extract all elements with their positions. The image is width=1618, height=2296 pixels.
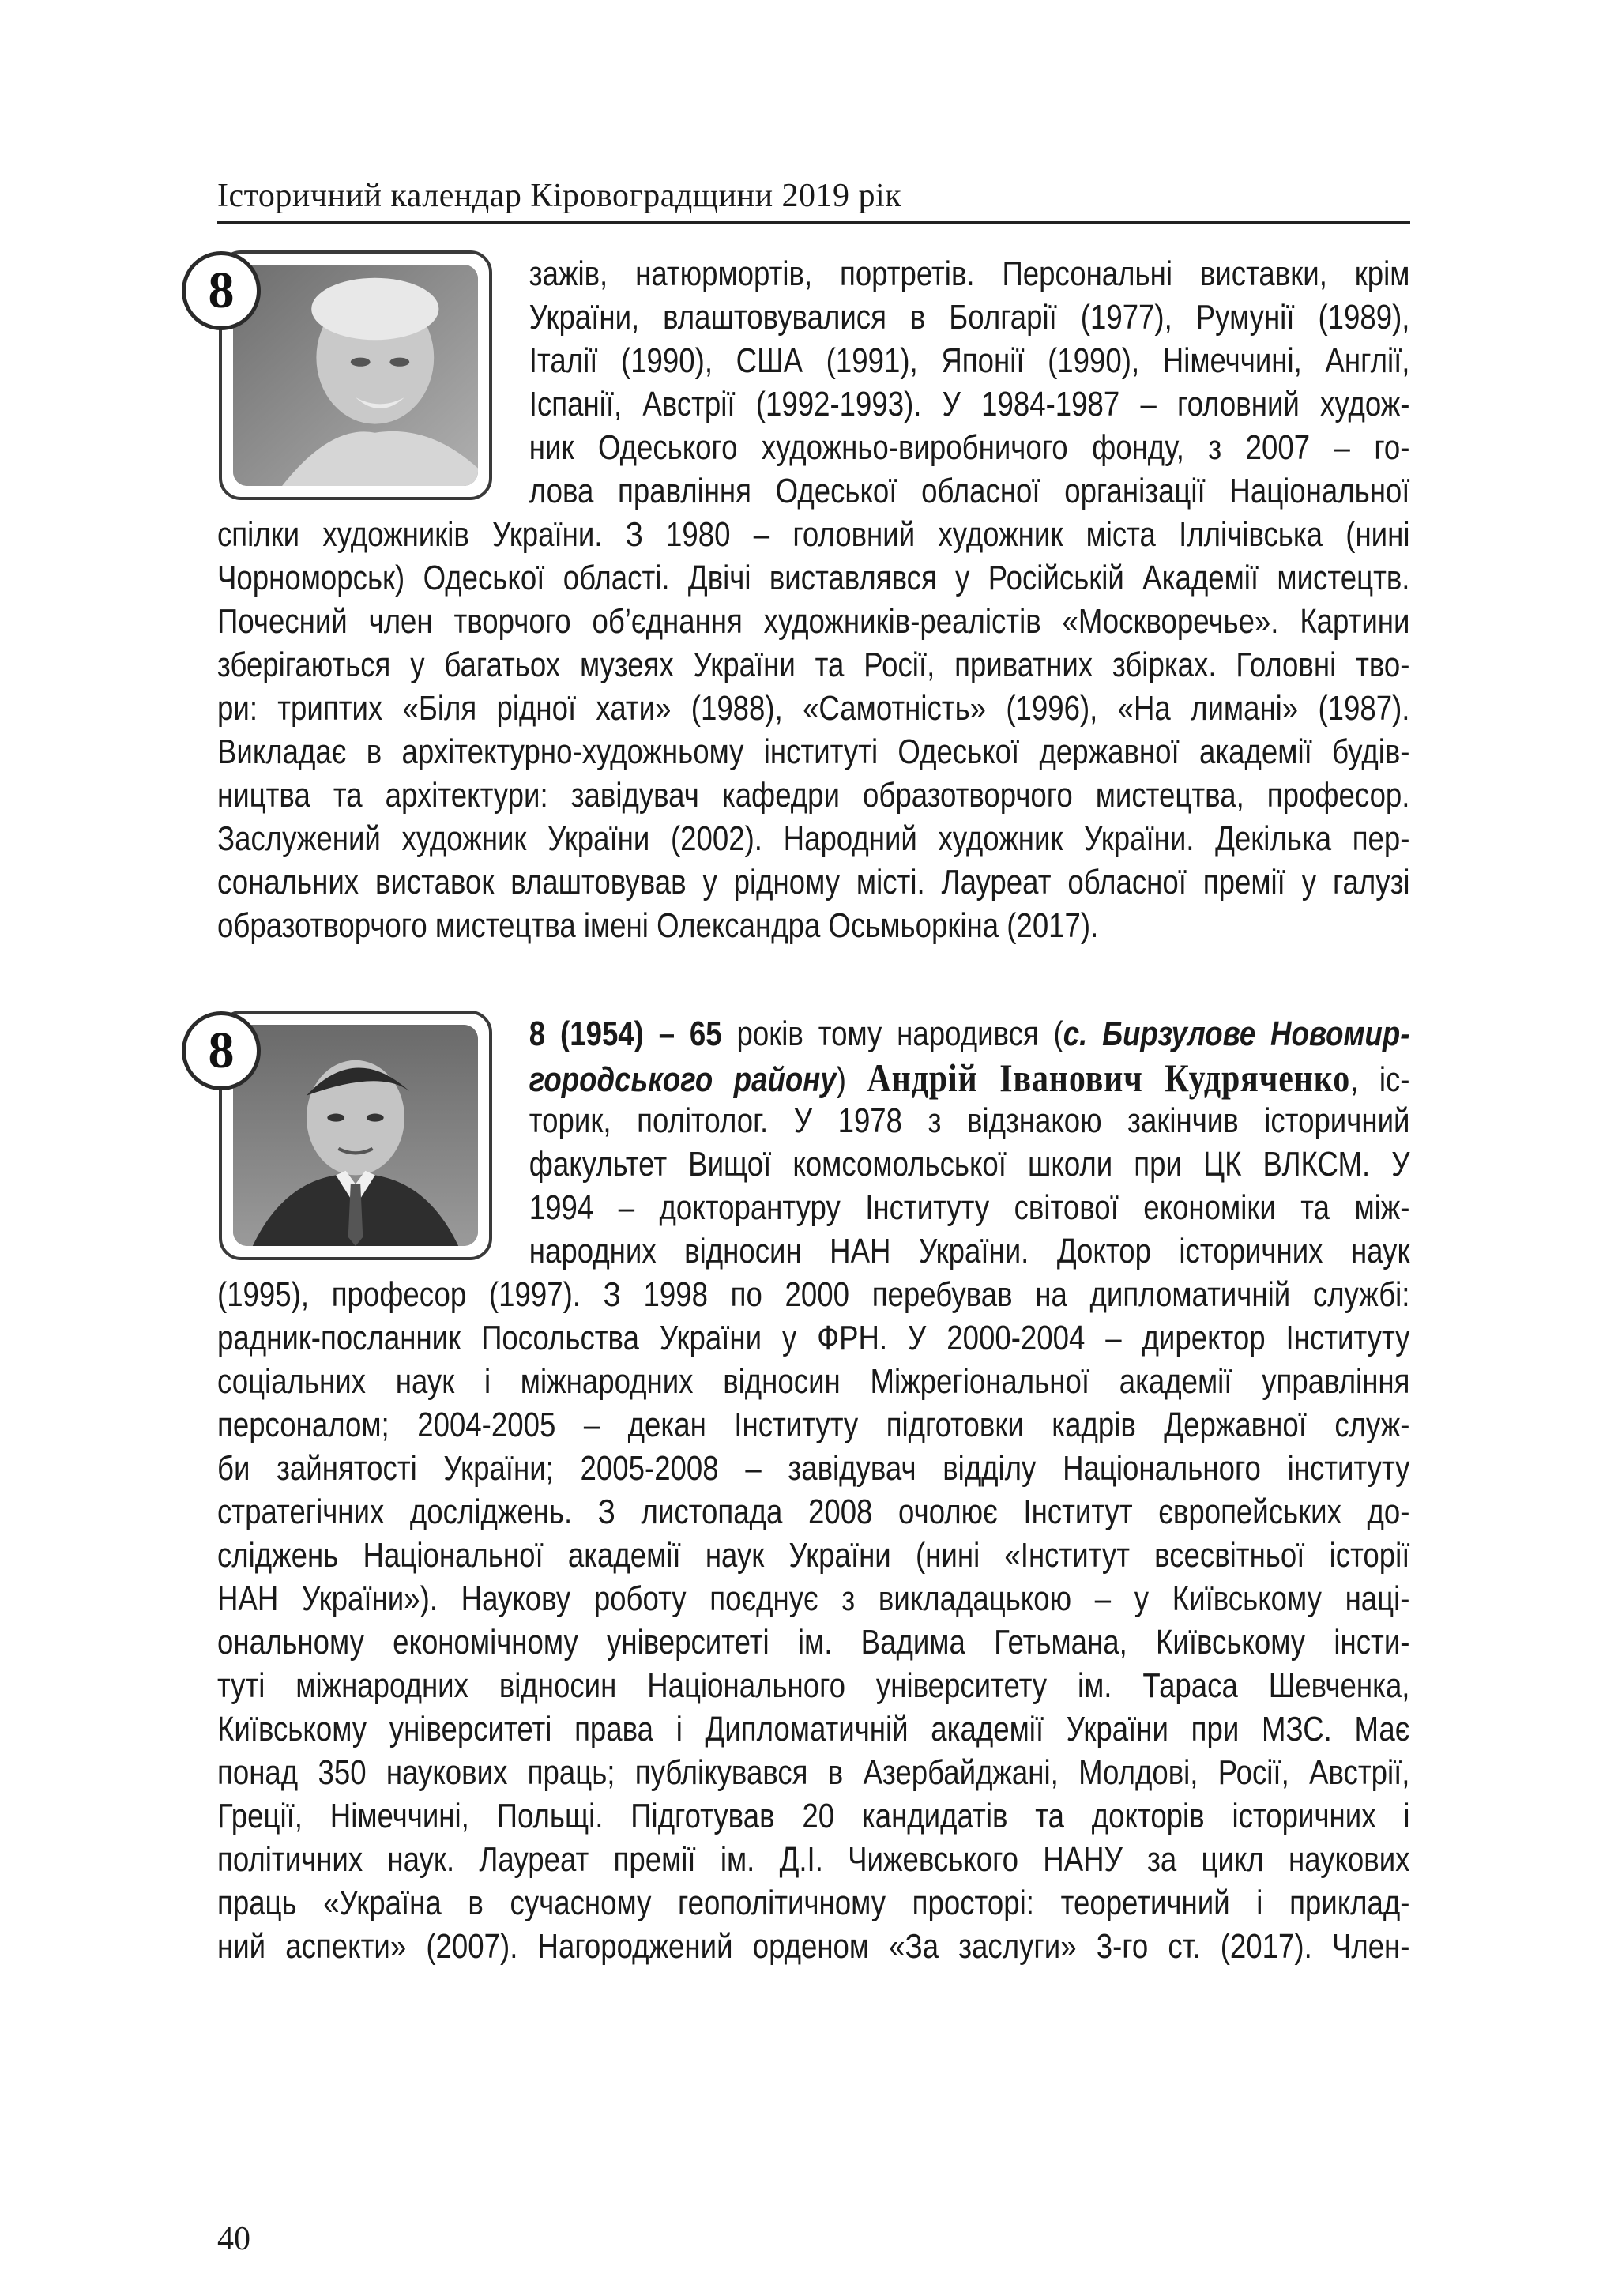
entry-2-line: НАН України»). Наукову роботу поєднує з викладацькою – у Київському наці- bbox=[217, 1580, 1410, 1618]
entry-1-line: спілки художників України. З 1980 – головний художник міста Іллічівська (нині bbox=[217, 516, 1410, 554]
lead-text: років тому народився ( bbox=[721, 1015, 1063, 1053]
header-rule bbox=[217, 221, 1410, 224]
date-badge-2: 8 bbox=[182, 1011, 261, 1090]
entry-1-line: образотворчого мистецтва імені Олександра Осьмьоркіна (2017). bbox=[217, 907, 1099, 945]
birth-date: 8 (1954) bbox=[529, 1015, 644, 1053]
entry-2-text bbox=[217, 1013, 1409, 1969]
entry-2-line: персоналом; 2004-2005 – декан Інституту підготовки кадрів Державної служ- bbox=[217, 1406, 1410, 1444]
lead-dash: – bbox=[643, 1015, 690, 1053]
entry-1-line: України, влаштовувалися в Болгарії (1977), Румунії (1989), bbox=[529, 299, 1410, 337]
entry-2-line: народних відносин НАН України. Доктор історичних наук bbox=[529, 1233, 1410, 1270]
person-name: Андрій Іванович Кудряченко bbox=[867, 1056, 1351, 1100]
entry-2-line: ональному економічному університеті ім. Вадима Гетьмана, Київському інсти- bbox=[217, 1624, 1410, 1662]
entry-2-line: радник-посланник Посольства України у ФРН. У 2000-2004 – директор Інституту bbox=[217, 1319, 1410, 1357]
entry-2-line: (1995), професор (1997). З 1998 по 2000 перебував на дипломатичній службі: bbox=[217, 1276, 1410, 1314]
entry-2-lead-line-1 bbox=[529, 1013, 1410, 1056]
entry-1-line: Іспанії, Австрії (1992-1993). У 1984-1987 – головний худож- bbox=[529, 386, 1410, 423]
entry-1-line: сональних виставок влаштовував у рідному місті. Лауреат обласної премії у галузі bbox=[217, 864, 1410, 901]
entry-2-line: стратегічних досліджень. З листопада 2008 очолює Інститут європейських до- bbox=[217, 1493, 1410, 1531]
entry-2-line: Київському університеті права і Дипломатичній академії України при МЗС. Має bbox=[217, 1711, 1410, 1748]
entry-2-line: сліджень Національної академії наук України (нині «Інститут всесвітньої історії bbox=[217, 1537, 1410, 1575]
entry-1-line: ри: триптих «Біля рідної хати» (1988), «Самотність» (1996), «На лимані» (1987). bbox=[217, 690, 1410, 728]
entry-2-line: факультет Вищої комсомольської школи при ЦК ВЛКСМ. У bbox=[529, 1146, 1410, 1184]
lead-after-name: , іс- bbox=[1350, 1061, 1410, 1099]
entry-1-line: Італії (1990), США (1991), Японії (1990), Німеччині, Англії, bbox=[529, 342, 1410, 380]
entry-2-line: торик, політолог. У 1978 з відзнакою закінчив історичний bbox=[529, 1102, 1410, 1140]
entry-1-line: Чорноморськ) Одеської області. Двічі виставлявся у Російській Академії мистецтв. bbox=[217, 559, 1410, 597]
entry-2-line: Греції, Німеччині, Польщі. Підготував 20 кандидатів та докторів історичних і bbox=[217, 1797, 1410, 1835]
entry-2-line: туті міжнародних відносин Національного університету ім. Тараса Шевченка, bbox=[217, 1667, 1410, 1705]
birth-place: с. Бирзулове Новомир- bbox=[1063, 1015, 1410, 1053]
years-count: 65 bbox=[689, 1015, 722, 1053]
entry-1-text bbox=[217, 253, 1409, 948]
entry-2-lead-line-2 bbox=[529, 1056, 1410, 1100]
entry-2-line: праць «Україна в сучасному геополітичному просторі: теоретичний і приклад- bbox=[217, 1884, 1410, 1922]
running-header: Історичний календар Кіровоградщини 2019 рік bbox=[217, 178, 902, 214]
entry-1-line: зберігаються у багатьох музеях України та Росії, приватних збірках. Головні тво- bbox=[217, 646, 1410, 684]
entry-2-line: соціальних наук і міжнародних відносин Міжрегіональної академії управління bbox=[217, 1363, 1410, 1401]
entry-1-line: ник Одеського художньо-виробничого фонду, з 2007 – го- bbox=[529, 429, 1410, 467]
entry-1-line: Почесний член творчого об’єднання художників-реалістів «Москворечье». Картини bbox=[217, 603, 1410, 641]
page-number: 40 bbox=[217, 2221, 250, 2257]
entry-2-line: би зайнятості України; 2005-2008 – завідувач відділу Національного інституту bbox=[217, 1450, 1410, 1488]
entry-1-line: Викладає в архітектурно-художньому інституті Одеської державної академії будів- bbox=[217, 733, 1410, 771]
lead-close: ) bbox=[836, 1061, 867, 1099]
entry-2-line: ний аспекти» (2007). Нагороджений орденом «За заслуги» 3-го ст. (2017). Член- bbox=[217, 1928, 1410, 1966]
entry-1-line: лова правління Одеської обласної організації Національної bbox=[529, 472, 1410, 510]
entry-2-line: 1994 – докторантуру Інституту світової економіки та між- bbox=[529, 1189, 1410, 1227]
entry-2-line: політичних наук. Лауреат премії ім. Д.І. Чижевського НАНУ за цикл наукових bbox=[217, 1841, 1410, 1879]
entry-1-line: зажів, натюрмортів, портретів. Персональні виставки, крім bbox=[529, 255, 1410, 293]
entry-1-line: Заслужений художник України (2002). Народний художник України. Декілька пер- bbox=[217, 820, 1410, 858]
date-badge-1: 8 bbox=[182, 251, 261, 330]
entry-2-line: понад 350 наукових праць; публікувався в Азербайджані, Молдові, Росії, Австрії, bbox=[217, 1754, 1410, 1792]
entry-1-line: ництва та архітектури: завідувач кафедри образотворчого мистецтва, професор. bbox=[217, 777, 1410, 815]
birth-district: городського району bbox=[529, 1061, 837, 1099]
